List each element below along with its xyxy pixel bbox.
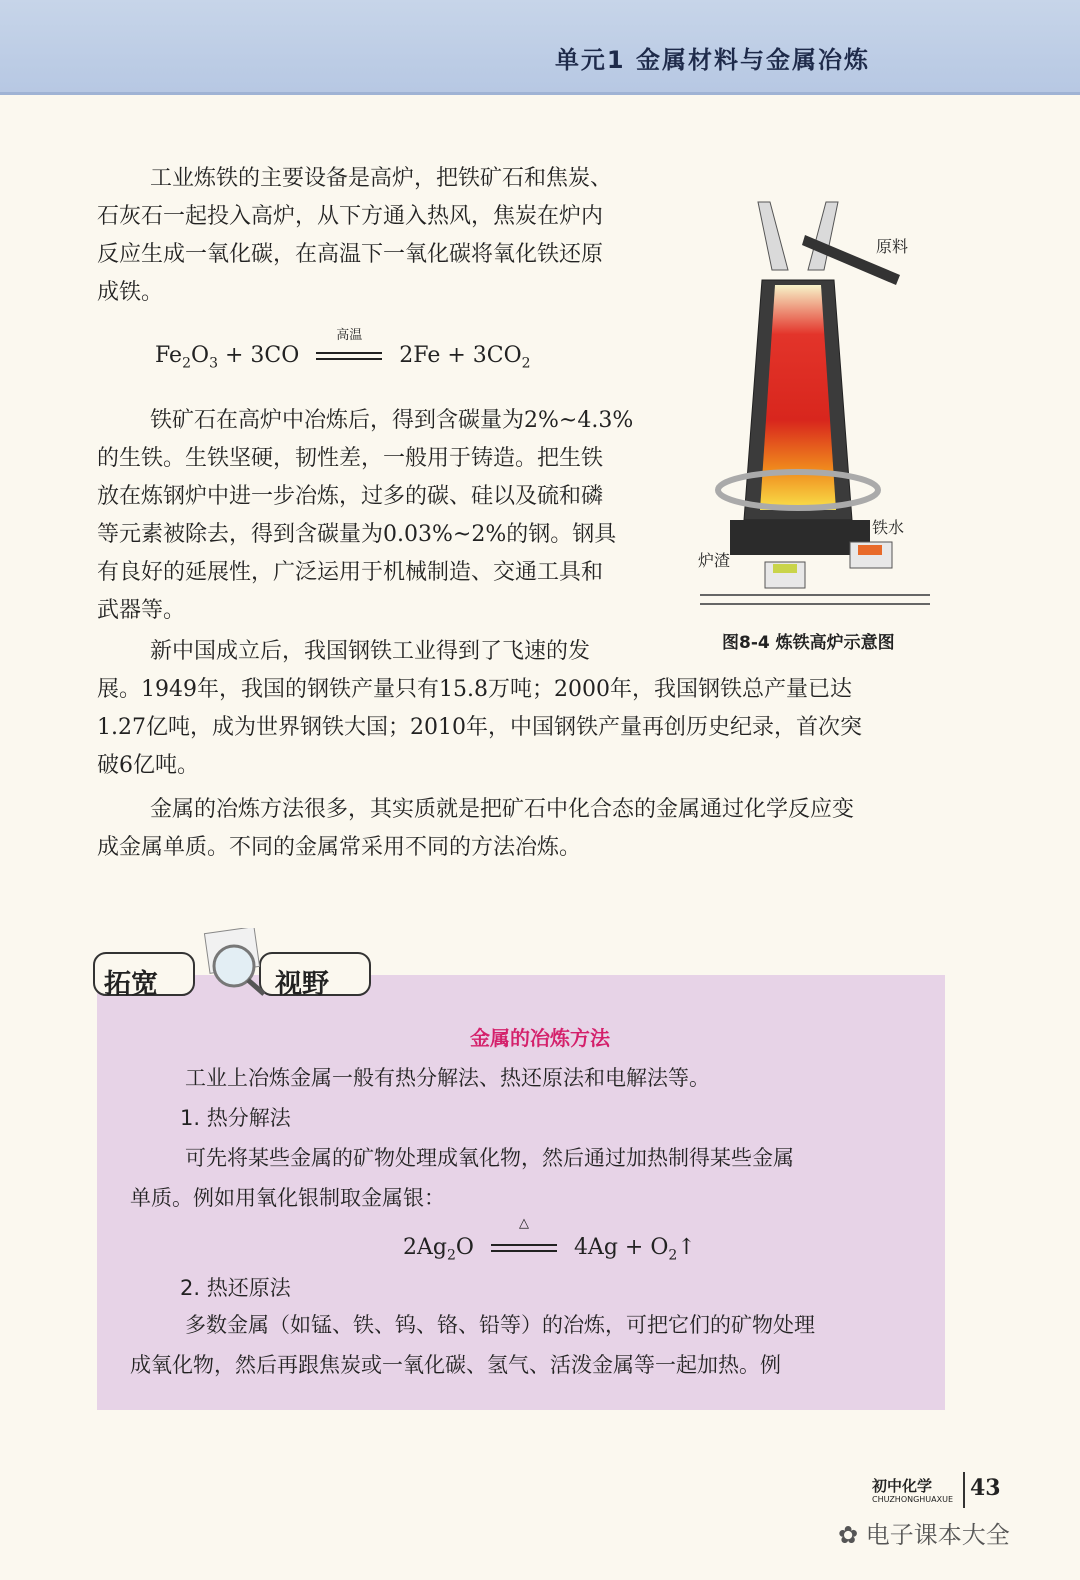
paragraph-4-line-1: 金属的冶炼方法很多，其实质就是把矿石中化合态的金属通过化学反应变 [150,797,855,822]
blast-furnace-illustration [700,190,960,620]
paragraph-2-line-5: 有良好的延展性，广泛运用于机械制造、交通工具和 [97,560,604,585]
watermark: ✿ 电子课本大全 [838,1521,1010,1549]
badge-label-right: 视野 [275,969,329,1000]
paragraph-2-line-4: 等元素被除去，得到含碳量为0.03%~2%的钢。钢具 [97,522,617,547]
reaction-formula-silver: $2Ag_2O$ △ $4Ag + O_2↑$ [403,1216,696,1264]
paragraph-2-line-2: 的生铁。生铁坚硬，韧性差，一般用于铸造。把生铁 [97,446,604,471]
label-slag: 炉渣 [698,551,731,570]
paragraph-1-line-4: 成铁。 [97,280,164,305]
paragraph-3-line-3: 1.27亿吨，成为世界钢铁大国；2010年，中国钢铁产量再创历史纪录，首次突 [97,715,862,740]
reaction-formula-iron: $Fe_2O_3 + 3CO$ 高温 $2Fe + 3CO_2$ [155,343,531,371]
wechat-icon: ✿ [838,1521,866,1549]
section-2-line-2: 成氧化物，然后再跟焦炭或一氧化碳、氢气、活泼金属等一起加热。例 [130,1353,781,1377]
unit-title: 单元1 金属材料与金属冶炼 [554,46,870,74]
paragraph-1-line-1: 工业炼铁的主要设备是高炉，把铁矿石和焦炭、 [150,166,613,191]
paragraph-3-line-2: 展。1949年，我国的钢铁产量只有15.8万吨；2000年，我国钢铁总产量已达 [97,677,852,702]
section-1-line-1: 可先将某些金属的矿物处理成氧化物，然后通过加热制得某些金属 [185,1146,794,1170]
book-pinyin: CHUZHONGHUAXUE [872,1495,954,1504]
paragraph-4-line-2: 成金属单质。不同的金属常采用不同的方法冶炼。 [97,835,582,860]
footer-separator [963,1472,965,1508]
box-intro: 工业上冶炼金属一般有热分解法、热还原法和电解法等。 [185,1066,710,1090]
paragraph-3-line-1: 新中国成立后，我国钢铁工业得到了飞速的发 [150,639,591,664]
paragraph-1-line-3: 反应生成一氧化碳，在高温下一氧化碳将氧化铁还原 [97,242,604,267]
section-1-heading: 1. 热分解法 [180,1106,291,1130]
book-name: 初中化学 [872,1477,933,1495]
paragraph-2-line-3: 放在炼钢炉中进一步冶炼，过多的碳、硅以及硫和磷 [97,484,604,509]
blast-furnace-figure [700,190,960,620]
paragraph-3-line-4: 破6亿吨。 [97,753,199,778]
figure-caption: 图8-4 炼铁高炉示意图 [722,633,895,653]
label-molten-iron: 铁水 [872,518,905,537]
reaction-condition-heat: △ [518,1216,529,1231]
paragraph-1-line-2: 石灰石一起投入高炉，从下方通入热风，焦炭在炉内 [97,204,604,229]
paragraph-2-line-1: 铁矿石在高炉中冶炼后，得到含碳量为2%~4.3% [150,408,634,433]
label-raw-material: 原料 [876,237,909,256]
reaction-condition: 高温 [336,328,363,343]
badge-label-left: 拓宽 [104,969,158,1000]
section-2-heading: 2. 热还原法 [180,1276,291,1300]
box-title: 金属的冶炼方法 [470,1026,610,1050]
page-number: 43 [970,1475,1001,1501]
section-2-line-1: 多数金属（如锰、铁、钨、铬、铅等）的冶炼，可把它们的矿物处理 [185,1313,815,1337]
section-1-line-2: 单质。例如用氧化银制取金属银： [130,1186,445,1210]
unit-header [0,0,1080,95]
paragraph-2-line-6: 武器等。 [97,598,186,623]
